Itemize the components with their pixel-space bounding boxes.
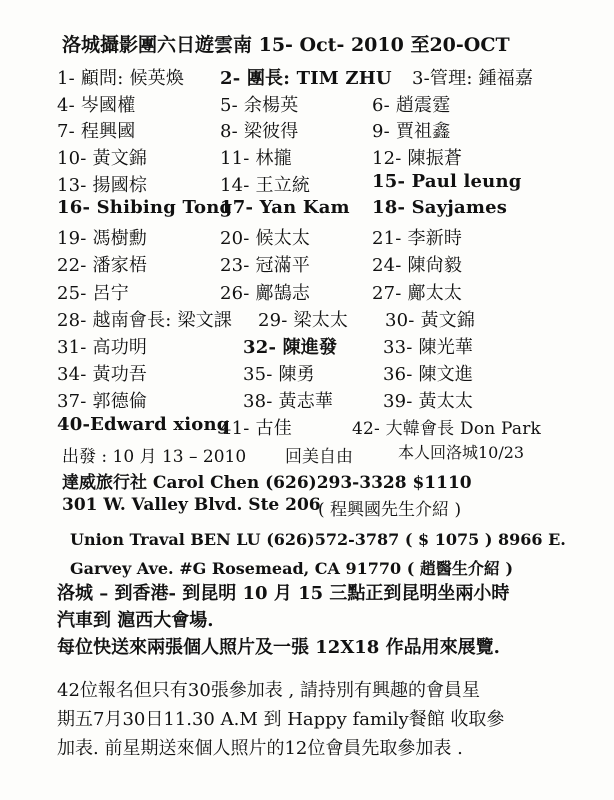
notice-line: 42位報名但只有30張參加表 , 請持別有興趣的會員星: [57, 680, 480, 701]
itinerary-line: 每位快送來兩張個人照片及一張 12X18 作品用來展覽.: [57, 637, 500, 658]
member-entry: 6- 趙震霆: [372, 95, 451, 116]
member-entry: 3-管理: 鍾福嘉: [412, 68, 534, 89]
member-entry: 9- 賈祖鑫: [372, 121, 451, 142]
member-entry: 22- 潘家梧: [57, 255, 148, 276]
member-entry: 4- 岑國權: [57, 95, 136, 116]
member-entry: 2- 團長: TIM ZHU: [220, 68, 392, 89]
member-entry: 34- 黃功吾: [57, 364, 148, 385]
departure-date: 出發 : 10 月 13 – 2010: [62, 447, 247, 467]
member-entry: 8- 梁彼得: [220, 121, 299, 142]
member-entry: 1- 顧問: 候英煥: [57, 68, 185, 89]
member-entry: 14- 王立統: [220, 175, 311, 196]
member-entry: 32- 陳進發: [243, 337, 338, 358]
member-entry: 27- 鄺太太: [372, 283, 463, 304]
member-entry: 39- 黃太太: [383, 391, 474, 412]
member-entry: 33- 陳光華: [383, 337, 474, 358]
travel-agency-contact: 達威旅行社 Carol Chen (626)293-3328 $1110: [62, 473, 472, 493]
member-entry: 20- 候太太: [220, 228, 311, 249]
document-title: 洛城攝影團六日遊雲南 15- Oct- 2010 至20-OCT: [62, 34, 510, 56]
return-note: 回美自由: [285, 447, 353, 467]
member-entry: 21- 李新時: [372, 228, 463, 249]
notice-line: 期五7月30日11.30 A.M 到 Happy family餐館 收取參: [57, 709, 505, 730]
member-entry: 28- 越南會長: 梁文課: [57, 310, 233, 331]
notice-paragraph: [57, 676, 602, 763]
member-entry: 11- 林攏: [220, 148, 292, 169]
union-travel-address: Garvey Ave. #G Rosemead, CA 91770 ( 趙醫生介紹 ): [70, 559, 514, 578]
member-entry: 17- Yan Kam: [220, 197, 350, 218]
member-entry: 36- 陳文進: [383, 364, 474, 385]
member-entry: 37- 郭德倫: [57, 391, 148, 412]
member-entry: 12- 陳振蒼: [372, 148, 463, 169]
member-entry: 30- 黃文錦: [385, 310, 476, 331]
member-entry: 31- 高功明: [57, 337, 148, 358]
travel-agency-referral: ( 程興國先生介紹 ): [318, 500, 462, 520]
notice-line: 加表. 前星期送來個人照片的12位會員先取參加表 .: [57, 738, 463, 759]
personal-return-note: 本人回洛城10/23: [398, 443, 525, 462]
member-entry: 35- 陳勇: [243, 364, 315, 385]
member-entry: 26- 鄺鵠志: [220, 283, 311, 304]
member-entry: 16- Shibing Tong: [57, 197, 233, 218]
member-entry: 13- 揚國棕: [57, 175, 148, 196]
member-entry: 23- 冠滿平: [220, 255, 311, 276]
member-entry: 41- 古佳: [220, 418, 292, 439]
member-entry: 10- 黃文錦: [57, 148, 148, 169]
member-entry: 19- 馮樹勳: [57, 228, 148, 249]
union-travel-contact: Union Traval BEN LU (626)572-3787 ( $ 1075 ) 8966 E.: [70, 530, 566, 549]
member-entry: 38- 黃志華: [243, 391, 334, 412]
itinerary-line: 洛城 – 到香港- 到昆明 10 月 15 三點正到昆明坐兩小時: [57, 583, 510, 604]
itinerary-line: 汽車到 滬西大會場.: [57, 610, 214, 631]
member-entry: 29- 梁太太: [258, 310, 349, 331]
member-entry: 18- Sayjames: [372, 197, 508, 218]
travel-agency-address: 301 W. Valley Blvd. Ste 206: [62, 495, 321, 515]
member-entry: 25- 呂宁: [57, 283, 129, 304]
itinerary-paragraph: [57, 580, 602, 661]
member-entry: 24- 陳尙毅: [372, 255, 463, 276]
member-entry: 5- 余楊英: [220, 95, 299, 116]
member-entry: 15- Paul leung: [372, 171, 522, 192]
member-entry: 7- 程興國: [57, 121, 136, 142]
member-entry: 40-Edward xiong: [57, 414, 230, 435]
member-entry: 42- 大韓會長 Don Park: [352, 419, 542, 439]
